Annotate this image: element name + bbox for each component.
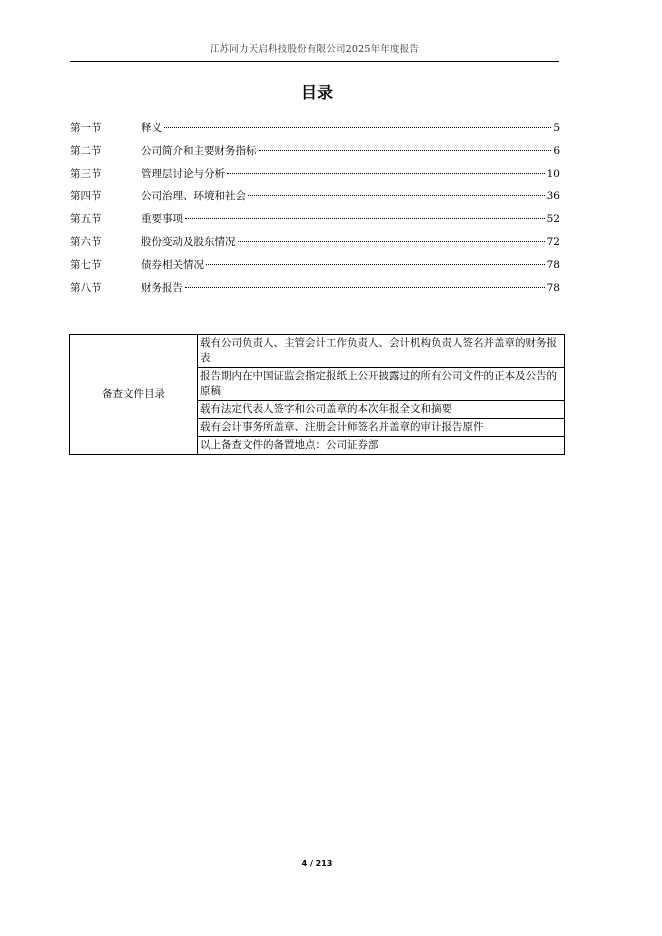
page-indicator: 4 / 213 <box>301 859 333 868</box>
toc-section-title: 重要事项 <box>141 213 183 226</box>
toc-page-number: 78 <box>546 281 560 294</box>
toc-entry-4[interactable] <box>70 188 560 211</box>
toc-section-number: 第八节 <box>70 281 102 294</box>
toc-section-number: 第六节 <box>70 235 102 248</box>
toc-section-title: 债券相关情况 <box>141 258 204 271</box>
table-row <box>70 335 565 368</box>
toc-section-title: 股份变动及股东情况 <box>141 235 236 248</box>
toc-page-number: 6 <box>553 144 560 157</box>
toc-section-number: 第一节 <box>70 122 102 134</box>
toc-dot-leader <box>185 218 545 219</box>
reference-documents-table <box>69 334 565 455</box>
toc-dot-leader <box>238 241 545 242</box>
toc-entry-8[interactable] <box>70 280 560 303</box>
toc-entry-3[interactable] <box>70 166 560 189</box>
table-of-contents <box>70 120 560 302</box>
toc-dot-leader <box>259 150 552 151</box>
toc-page-number: 78 <box>546 258 560 271</box>
toc-section-number: 第五节 <box>70 213 102 226</box>
reference-document-item: 以上备查文件的备置地点：公司证券部 <box>198 437 565 455</box>
reference-document-item: 载有会计事务所盖章、注册会计师签名并盖章的审计报告原件 <box>198 419 565 437</box>
toc-entry-7[interactable] <box>70 257 560 280</box>
toc-section-number: 第三节 <box>70 167 102 180</box>
toc-section-title: 释义 <box>141 122 162 134</box>
toc-entry-2[interactable] <box>70 143 560 166</box>
toc-page-number: 5 <box>553 122 560 134</box>
toc-page-number: 72 <box>546 235 560 248</box>
toc-entry-1[interactable] <box>70 120 560 143</box>
toc-section-title: 公司治理、环境和社会 <box>141 190 246 203</box>
toc-page-number: 36 <box>546 190 560 203</box>
header-divider <box>70 61 559 62</box>
reference-document-item: 报告期内在中国证监会指定报纸上公开披露过的所有公司文件的正本及公告的原稿 <box>198 368 565 401</box>
toc-section-title: 管理层讨论与分析 <box>141 167 225 180</box>
toc-dot-leader <box>206 264 545 265</box>
toc-entry-6[interactable] <box>70 234 560 257</box>
toc-page-number: 10 <box>546 167 560 180</box>
toc-entry-5[interactable] <box>70 211 560 234</box>
toc-section-number: 第四节 <box>70 190 102 203</box>
report-header: 江苏同力天启科技股份有限公司2025年年度报告 <box>209 44 420 55</box>
reference-document-item: 载有法定代表人签字和公司盖章的本次年报全文和摘要 <box>198 401 565 419</box>
toc-section-title: 公司简介和主要财务指标 <box>141 144 257 157</box>
toc-page-number: 52 <box>546 213 560 226</box>
page-title: 目录 <box>300 83 333 102</box>
toc-section-title: 财务报告 <box>141 281 183 294</box>
reference-documents-label: 备查文件目录 <box>70 335 198 455</box>
reference-document-item: 载有公司负责人、主管会计工作负责人、会计机构负责人签名并盖章的财务报表 <box>198 335 565 368</box>
toc-section-number: 第七节 <box>70 258 102 271</box>
toc-dot-leader <box>164 127 551 128</box>
toc-dot-leader <box>227 173 545 174</box>
toc-dot-leader <box>185 287 545 288</box>
toc-dot-leader <box>248 195 545 196</box>
toc-section-number: 第二节 <box>70 144 102 157</box>
